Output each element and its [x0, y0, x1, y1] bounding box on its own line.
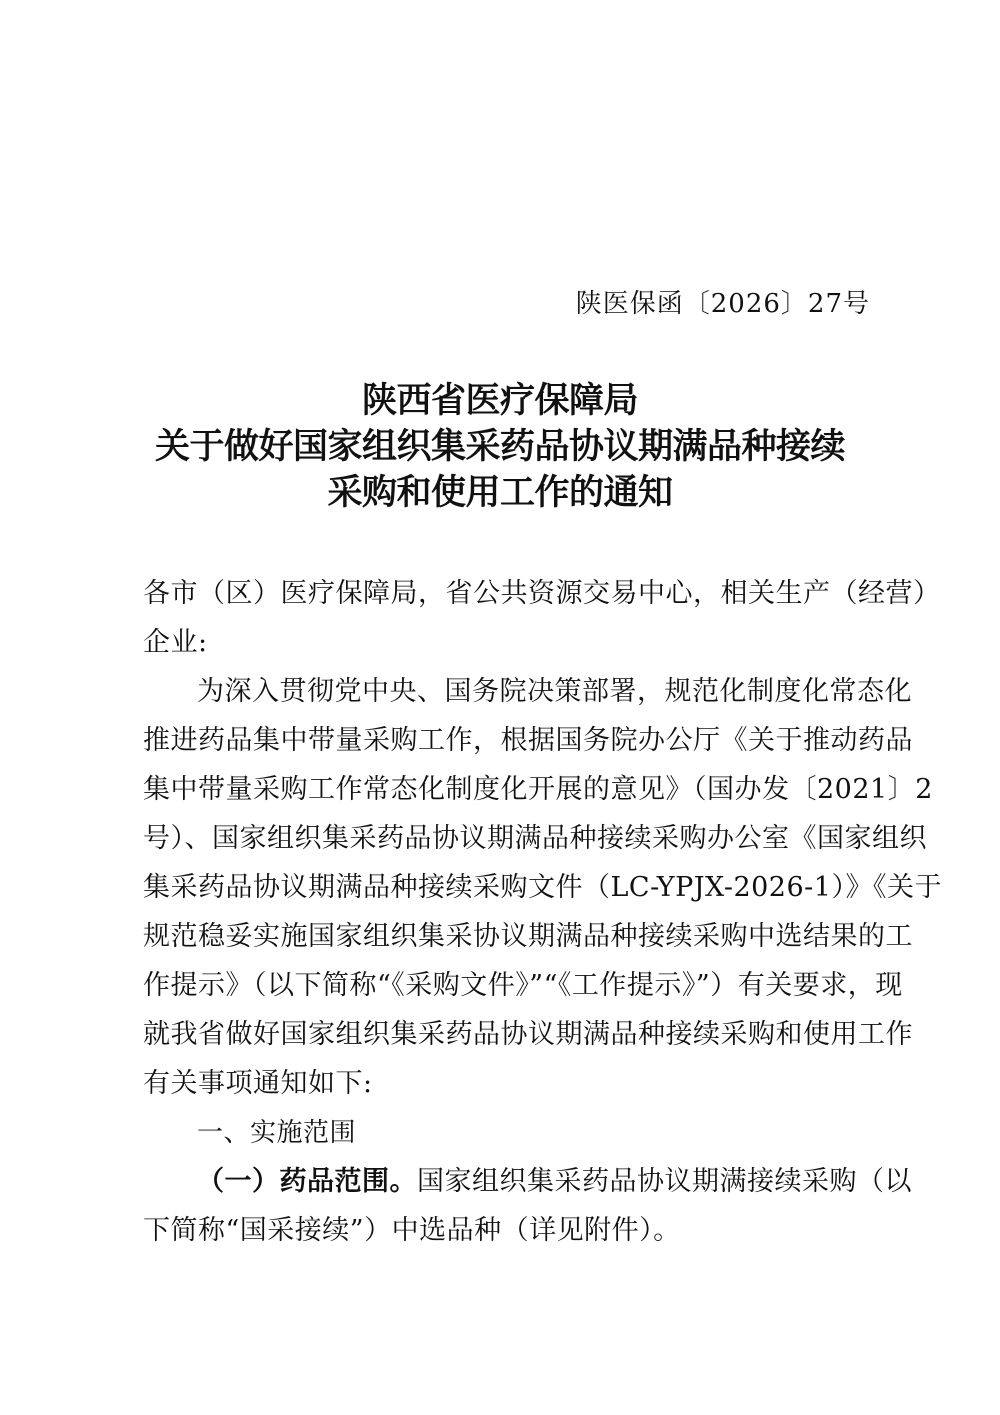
section-item-drug-scope	[197, 1165, 912, 1199]
intro-paragraph-line: 为深入贯彻党中央、国务院决策部署，规范化制度化常态化	[197, 676, 912, 707]
intro-paragraph-line: 推进药品集中带量采购工作，根据国务院办公厅《关于推动药品	[143, 725, 913, 756]
intro-paragraph-line: 集中带量采购工作常态化制度化开展的意见》（国办发〔2021〕2	[143, 774, 933, 805]
intro-paragraph-line: 作提示》（以下简称“《采购文件》”“《工作提示》”）有关要求，现	[143, 970, 903, 1001]
document-title	[0, 378, 1000, 516]
title-subject-line-1: 关于做好国家组织集采药品协议期满品种接续	[154, 426, 845, 467]
document-number: 陕医保函〔2026〕27号	[575, 289, 870, 319]
intro-paragraph-line: 有关事项通知如下:	[143, 1068, 373, 1099]
section-item-drug-scope-continued: 下简称“国采接续”）中选品种（详见附件）。	[143, 1215, 681, 1246]
title-subject-line-2: 采购和使用工作的通知	[327, 472, 673, 513]
intro-paragraph-line: 号）、国家组织集采药品协议期满品种接续采购办公室《国家组织	[143, 823, 927, 854]
intro-paragraph-line: 规范稳妥实施国家组织集采协议期满品种接续采购中选结果的工	[143, 921, 913, 952]
intro-paragraph-line: 集采药品协议期满品种接续采购文件（LC-YPJX-2026-1）》《关于	[143, 872, 942, 903]
intro-paragraph-line: 就我省做好国家组织集采药品协议期满品种接续采购和使用工作	[143, 1019, 913, 1050]
addressee-line-1: 各市（区）医疗保障局，省公共资源交易中心，相关生产（经营）	[143, 578, 941, 609]
item-text: 国家组织集采药品协议期满接续采购（以	[417, 1166, 912, 1197]
item-label: （一）药品范围。	[197, 1166, 417, 1197]
section-heading-scope: 一、实施范围	[197, 1118, 357, 1148]
title-issuer: 陕西省医疗保障局	[361, 380, 638, 421]
addressee-line-2: 企业:	[143, 627, 208, 658]
